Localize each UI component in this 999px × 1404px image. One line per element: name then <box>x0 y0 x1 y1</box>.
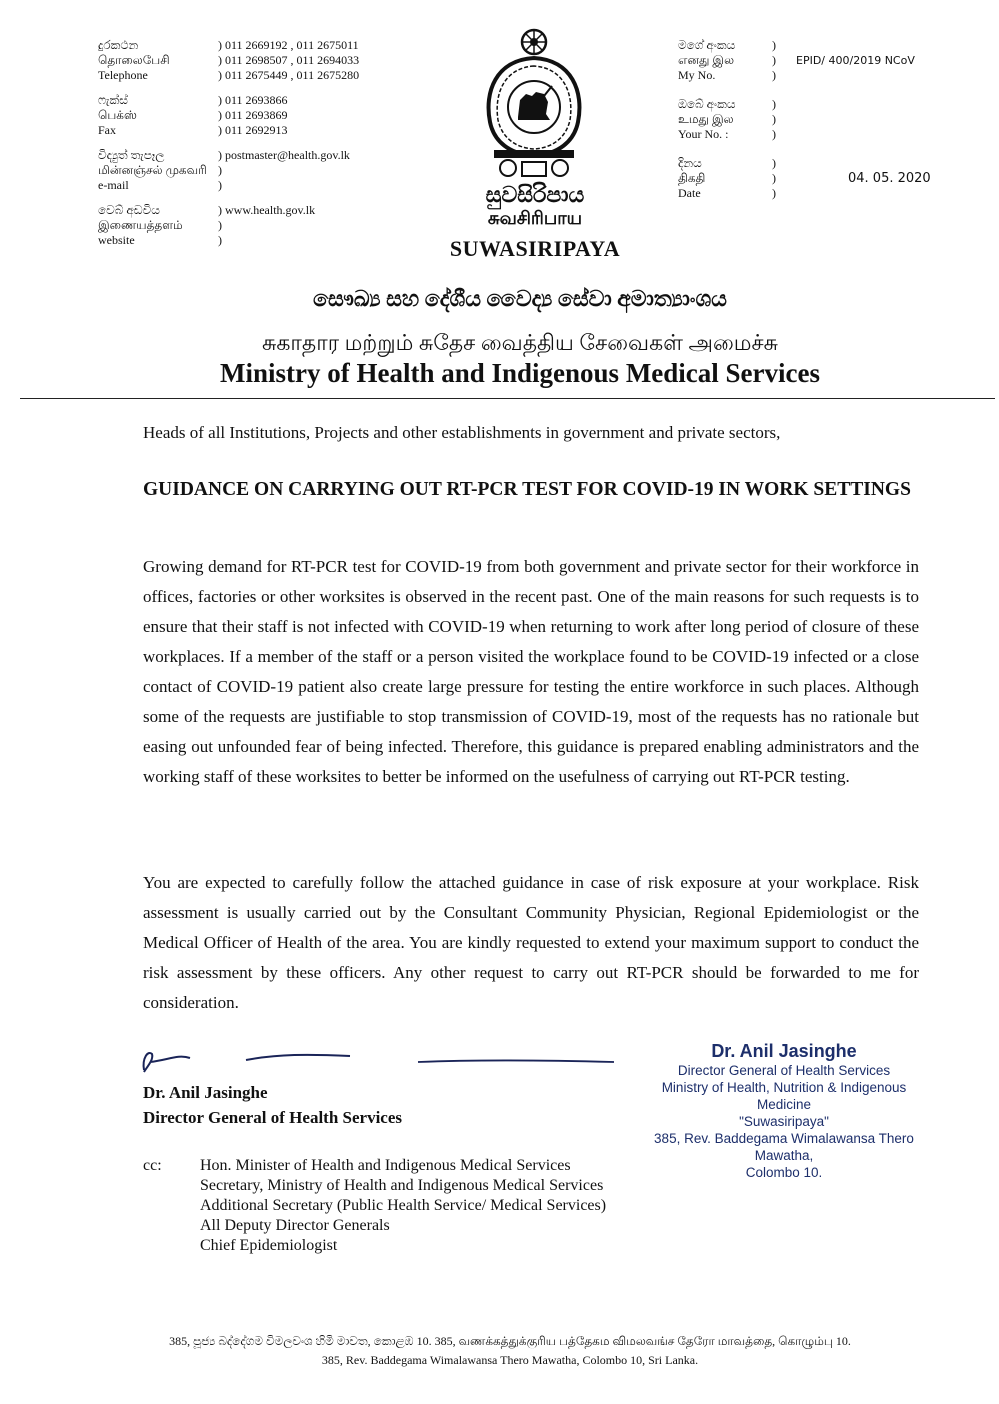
brand-english: SUWASIRIPAYA <box>449 236 621 261</box>
signatory-name: Dr. Anil Jasinghe <box>143 1083 268 1102</box>
website-row <box>98 203 398 248</box>
footer-address-local: 385, පූජ්‍ය බද්දේගම විමලවංශ හිමි මාවත, කොළඹ 10. 385, வணக்கத்துக்குரிய பத்தேகம விமலவங்ச தேரோ மாவத்தை, கொழும்பு 10. <box>169 1334 851 1348</box>
cc-list <box>200 1156 606 1256</box>
stamp-line-2: Ministry of Health, Nutrition & Indigenous Medicine <box>661 1080 907 1112</box>
cc-label: cc: <box>143 1157 162 1174</box>
fax-label-en: Fax <box>98 123 116 137</box>
cc-recipient: Chief Epidemiologist <box>200 1237 338 1254</box>
your-no-value <box>786 97 796 142</box>
contact-block <box>98 38 398 258</box>
email-label-ta: மின்னஞ்சல் முகவரி <box>98 163 207 177</box>
website-value-3: ) <box>218 233 222 247</box>
website-value-2: ) <box>218 218 222 232</box>
my-no-label-si: මගේ අංකය <box>678 38 736 52</box>
telephone-value-3: ) 011 2675449 , 011 2675280 <box>218 68 360 82</box>
stamp-line-3: "Suwasiripaya" <box>739 1114 829 1129</box>
official-stamp <box>634 1040 934 1181</box>
date-label-ta: திகதி <box>678 171 706 185</box>
fax-label-si: ෆැක්ස් <box>98 93 128 107</box>
date-label-en: Date <box>678 186 701 200</box>
telephone-label-ta: தொலைபேசி <box>98 53 170 67</box>
stamp-line-5: Colombo 10. <box>745 1165 823 1180</box>
email-value-3: ) <box>218 178 222 192</box>
addressee: Heads of all Institutions, Projects and other establishments in government and private sectors, <box>143 423 781 442</box>
stamp-name: Dr. Anil Jasinghe <box>711 1041 857 1061</box>
emblem-icon <box>474 22 594 182</box>
telephone-label-si: දුරකථන <box>98 38 139 52</box>
signatory-title: Director General of Health Services <box>143 1108 403 1127</box>
my-no-value: EPID/ 400/2019 NCoV <box>796 54 915 67</box>
my-no-row: මගේ අංකය எனது இல My No. ) ) ) EPID/ 400/2019 NCoV <box>678 38 915 82</box>
website-label-ta: இணையத்தளம் <box>98 218 183 232</box>
email-label-en: e-mail <box>98 178 129 192</box>
brand-tamil: சுவசிரிபாய <box>487 208 583 228</box>
letter-title: GUIDANCE ON CARRYING OUT RT-PCR TEST FOR COVID-19 IN WORK SETTINGS <box>143 479 911 500</box>
cc-recipient: All Deputy Director Generals <box>200 1217 390 1234</box>
date-label-si: දිනය <box>678 156 702 170</box>
signatory-block <box>143 1080 402 1130</box>
email-label-si: විද්‍යුත් තැපෑල <box>98 148 165 162</box>
my-no-label-ta: எனது இல <box>678 53 735 67</box>
paragraph-2: You are expected to carefully follow the attached guidance in case of risk exposure at your workplace. Risk assessment is usually carried out by the Consultant Community Physician, Regional Epidemiologist or the Medical Officer of Health of the area. You are kindly requested to extend your maximum support to conduct the risk assessment by these officers. Any other request to carry out RT-PCR should be forwarded to me for consideration. <box>143 873 919 1012</box>
website-value: ) www.health.gov.lk <box>218 203 316 217</box>
email-row <box>98 148 398 193</box>
website-label-si: වෙබ් අඩවිය <box>98 203 160 217</box>
reference-block <box>678 38 978 215</box>
cc-recipient: Secretary, Ministry of Health and Indigenous Medical Services <box>200 1177 604 1194</box>
your-no-label-en: Your No. : <box>678 127 729 141</box>
fax-row <box>98 93 398 138</box>
email-value: ) postmaster@health.gov.lk <box>218 148 350 162</box>
my-no-label-en: My No. <box>678 68 716 82</box>
stamp-line-1: Director General of Health Services <box>677 1063 891 1078</box>
header-divider <box>20 398 995 399</box>
fax-value-3: ) 011 2692913 <box>218 123 288 137</box>
ministry-name-sinhala: සෞඛ්‍ය සහ දේශීය වෛද්‍ය සේවා අමාත්‍යාංශය <box>312 286 728 311</box>
telephone-label-en: Telephone <box>98 68 148 82</box>
email-value-2: ) <box>218 163 222 177</box>
telephone-row <box>98 38 398 83</box>
telephone-value-1: ) 011 2669192 , 011 2675011 <box>218 38 359 52</box>
date-value: 04. 05. 2020 <box>848 171 931 186</box>
website-label-en: website <box>98 233 135 247</box>
paragraph-1: Growing demand for RT-PCR test for COVID-19 from both government and private sector for their workforce in offices, factories or other worksites is observed in the recent past. One of the main reasons for such requests is to ensure that their staff is not infected with COVID-19 when returning to work after long period of closure of these workplaces. If a member of the staff or a person visited the workplace found to be COVID-19 infected or a close contact of COVID-19 patient also create large pressure for testing the entire workforce in such places. Although some of the requests are justifiable to stop transmission of COVID-19, most of the requests has no rationale but easing out unfounded fear of being infected. Therefore, this guidance is prepared enabling administrators and the working staff of these worksites to better be informed on the usefulness of carrying out RT-PCR testing. <box>143 557 919 786</box>
fax-value-2: ) 011 2693869 <box>218 108 288 122</box>
signature-image <box>138 1040 618 1080</box>
cc-block <box>143 1156 606 1256</box>
your-no-label-ta: உமது இல <box>678 112 734 126</box>
your-no-label-si: ඔබේ අංකය <box>678 97 736 111</box>
ministry-name-tamil: சுகாதார மற்றும் சுதேச வைத்திய சேவைகள் அமைச்சு <box>261 330 779 355</box>
cc-recipient: Additional Secretary (Public Health Service/ Medical Services) <box>200 1197 607 1214</box>
your-no-row: ඔබේ අංකය உமது இல Your No. : ) ) ) <box>678 97 978 142</box>
stamp-line-4: 385, Rev. Baddegama Wimalawansa Thero Mawatha, <box>654 1131 914 1163</box>
fax-label-ta: பெக்ஸ் <box>98 108 137 122</box>
brand-sinhala: සුවසිරිපාය <box>485 182 585 207</box>
date-row: දිනය திகதி Date ) ) ) 04. 05. 2020 <box>678 156 931 200</box>
telephone-value-2: ) 011 2698507 , 011 2694033 <box>218 53 360 67</box>
footer-address-english: 385, Rev. Baddegama Wimalawansa Thero Mawatha, Colombo 10, Sri Lanka. <box>321 1353 699 1367</box>
fax-value-1: ) 011 2693866 <box>218 93 288 107</box>
ministry-name-english: Ministry of Health and Indigenous Medical Services <box>220 358 820 388</box>
cc-recipient: Hon. Minister of Health and Indigenous Medical Services <box>200 1157 571 1174</box>
